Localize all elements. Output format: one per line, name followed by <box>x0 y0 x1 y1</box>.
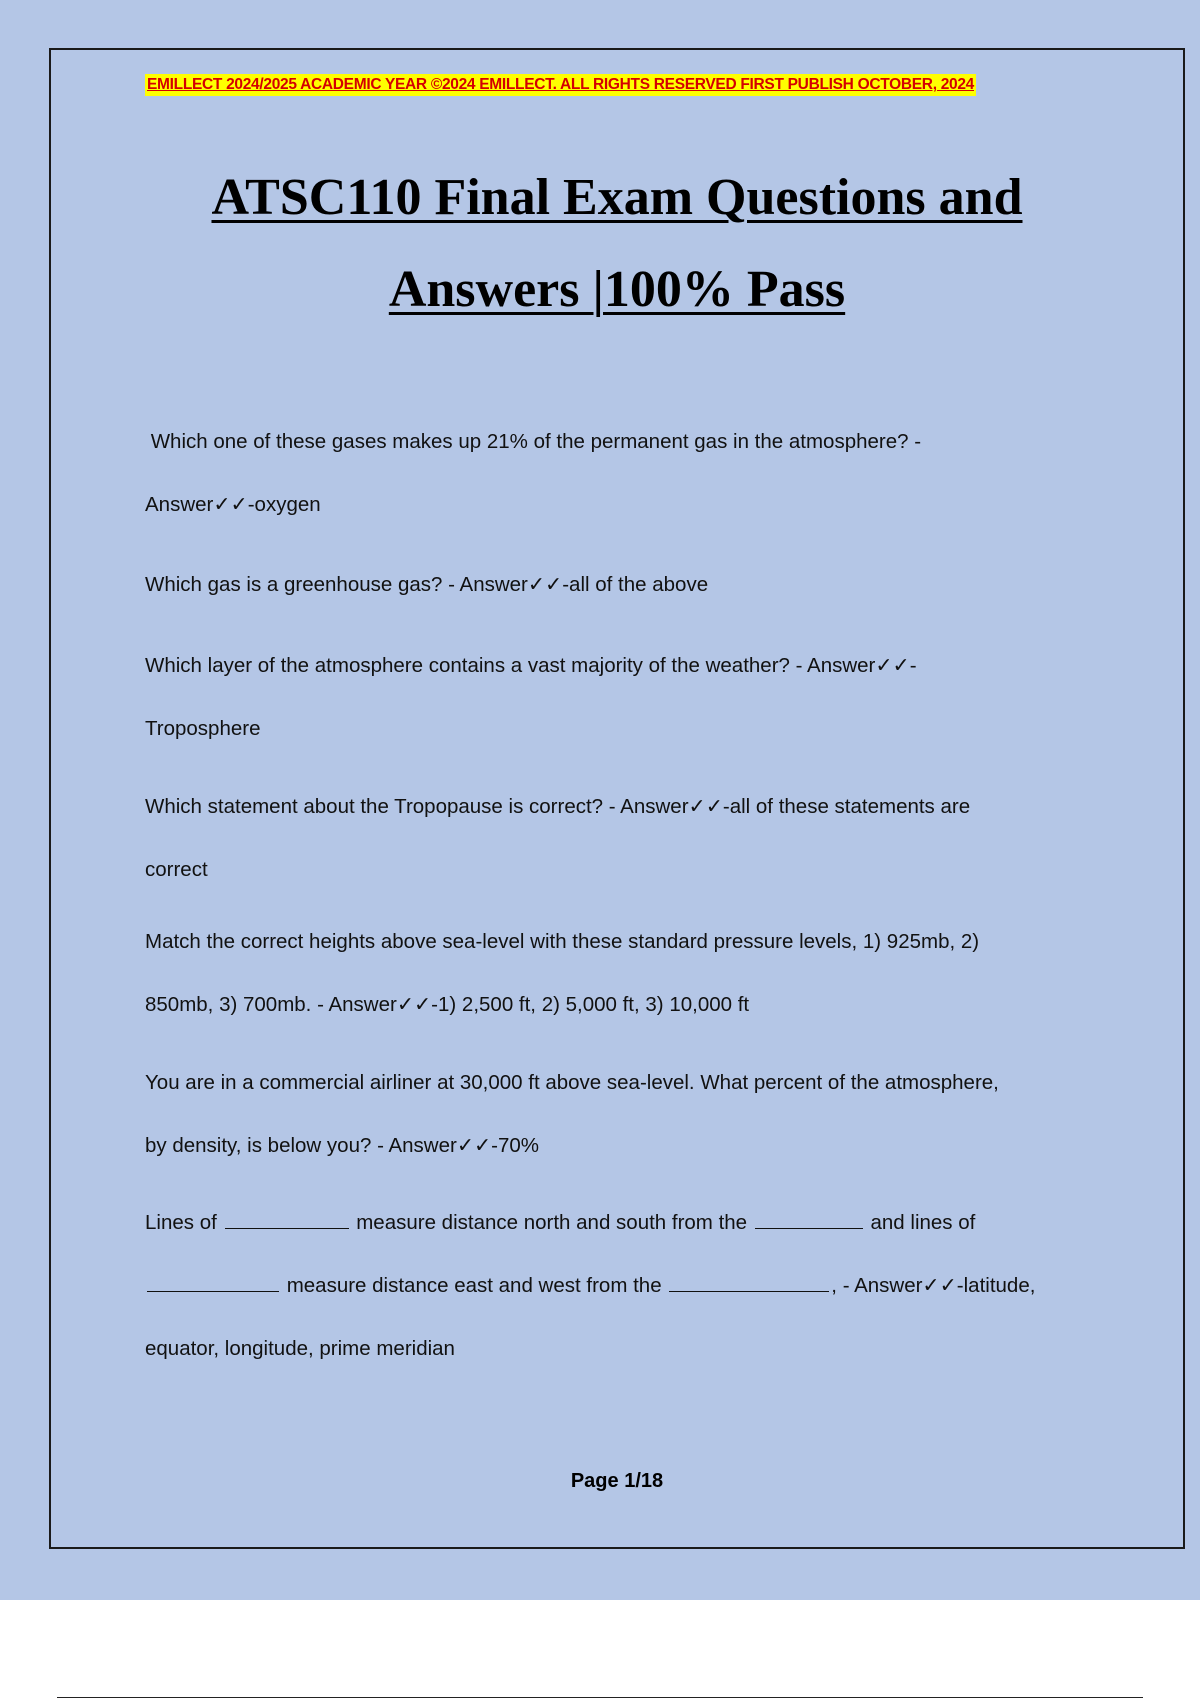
answer-blank <box>147 1269 279 1292</box>
fill-in-text: Lines of <box>145 1211 217 1234</box>
divider <box>57 1697 1143 1698</box>
fill-in-text: measure distance east and west from the <box>286 1274 662 1297</box>
answer-blank <box>669 1269 829 1292</box>
question-text: Which one of these gases makes up 21% of the permanent gas in the atmosphere? - <box>145 430 922 453</box>
fill-in-text: and lines of <box>870 1211 976 1234</box>
question-text: You are in a commercial airliner at 30,000 ft above sea-level. What percent of the atmosphere, <box>145 1071 999 1094</box>
answer-text: correct <box>145 858 208 881</box>
question-text: Which gas is a greenhouse gas? - Answer✓✓-all of the above <box>145 573 709 596</box>
qa-item <box>145 910 1085 1036</box>
answer-blank <box>225 1206 349 1229</box>
answer-text: Troposphere <box>145 717 261 740</box>
fill-in-item <box>145 1191 1085 1380</box>
qa-item <box>145 1051 1085 1177</box>
fill-in-text: , - Answer✓✓-latitude, <box>831 1274 1036 1297</box>
copyright-banner: EMILLECT 2024/2025 ACADEMIC YEAR ©2024 EMILLECT. ALL RIGHTS RESERVED FIRST PUBLISH OCTOBER, 2024 <box>145 74 976 96</box>
answer-text: 850mb, 3) 700mb. - Answer✓✓-1) 2,500 ft, 2) 5,000 ft, 3) 10,000 ft <box>145 993 750 1016</box>
document-title-line-1: ATSC110 Final Exam Questions and <box>211 169 1023 226</box>
question-text: Match the correct heights above sea-level with these standard pressure levels, 1) 925mb, 2) <box>145 930 980 953</box>
qa-item <box>145 553 1085 616</box>
qa-item <box>145 634 1085 760</box>
fill-in-text: measure distance north and south from the <box>356 1211 748 1234</box>
answer-text: equator, longitude, prime meridian <box>145 1337 455 1360</box>
question-text: Which statement about the Tropopause is correct? - Answer✓✓-all of these statements are <box>145 795 971 818</box>
page-number: Page 1/18 <box>570 1470 664 1492</box>
qa-item <box>145 775 1085 901</box>
question-text: Which layer of the atmosphere contains a vast majority of the weather? - Answer✓✓- <box>145 654 917 677</box>
answer-text: Answer✓✓-oxygen <box>145 493 321 516</box>
answer-blank <box>755 1206 863 1229</box>
document-title-line-2: Answers |100% Pass <box>388 261 846 318</box>
answer-text: by density, is below you? - Answer✓✓-70% <box>145 1134 540 1157</box>
qa-item <box>145 410 1085 536</box>
